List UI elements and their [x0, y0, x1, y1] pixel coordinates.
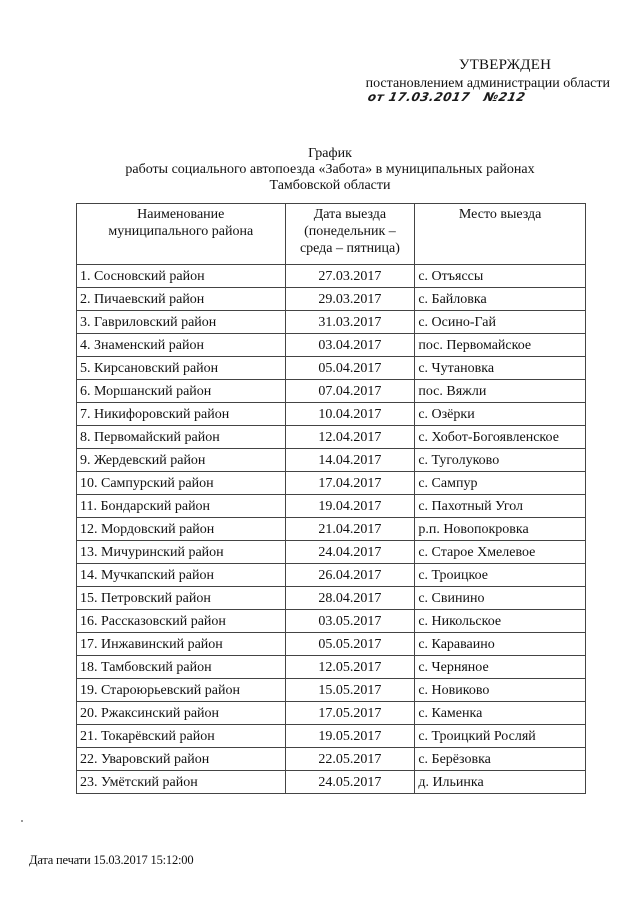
district-cell: 19. Староюрьевский район: [77, 679, 286, 702]
place-cell: с. Хобот-Богоявленское: [415, 426, 586, 449]
date-cell: 10.04.2017: [285, 403, 415, 426]
table-row: [77, 587, 586, 610]
date-cell: 24.04.2017: [285, 541, 415, 564]
place-cell: с. Отъяссы: [415, 265, 586, 288]
district-cell: 14. Мучкапский район: [77, 564, 286, 587]
date-cell: 12.04.2017: [285, 426, 415, 449]
district-cell: 15. Петровский район: [77, 587, 286, 610]
district-cell: 13. Мичуринский район: [77, 541, 286, 564]
table-row: [77, 748, 586, 771]
place-cell: с. Старое Хмелевое: [415, 541, 586, 564]
header-place: Место выезда: [415, 204, 586, 265]
date-cell: 19.05.2017: [285, 725, 415, 748]
place-cell: р.п. Новопокровка: [415, 518, 586, 541]
date-cell: 17.04.2017: [285, 472, 415, 495]
date-cell: 14.04.2017: [285, 449, 415, 472]
date-cell: 17.05.2017: [285, 702, 415, 725]
table-row: [77, 656, 586, 679]
table-row: [77, 725, 586, 748]
date-cell: 31.03.2017: [285, 311, 415, 334]
place-cell: с. Чутановка: [415, 357, 586, 380]
table-row: [77, 311, 586, 334]
district-cell: 1. Сосновский район: [77, 265, 286, 288]
title-line-3: Тамбовской области: [269, 178, 391, 193]
handwritten-number: №212: [482, 90, 527, 104]
table-row: [77, 679, 586, 702]
table-row: [77, 495, 586, 518]
place-cell: с. Караваино: [415, 633, 586, 656]
place-cell: пос. Первомайское: [415, 334, 586, 357]
place-cell: с. Каменка: [415, 702, 586, 725]
district-cell: 5. Кирсановский район: [77, 357, 286, 380]
title-line-2: работы социального автопоезда «Забота» в муниципальных районах: [125, 162, 535, 177]
approval-title: УТВЕРЖДЕН: [458, 57, 552, 73]
table-row: [77, 426, 586, 449]
place-cell: с. Сампур: [415, 472, 586, 495]
district-cell: 8. Первомайский район: [77, 426, 286, 449]
table-row: [77, 403, 586, 426]
place-cell: пос. Вяжли: [415, 380, 586, 403]
date-cell: 26.04.2017: [285, 564, 415, 587]
district-cell: 12. Мордовский район: [77, 518, 286, 541]
table-row: [77, 518, 586, 541]
scan-speck: [21, 820, 23, 822]
district-cell: 18. Тамбовский район: [77, 656, 286, 679]
table-row: [77, 564, 586, 587]
date-cell: 21.04.2017: [285, 518, 415, 541]
print-date: Дата печати 15.03.2017 15:12:00: [29, 853, 194, 867]
district-cell: 7. Никифоровский район: [77, 403, 286, 426]
date-cell: 05.04.2017: [285, 357, 415, 380]
place-cell: с. Никольское: [415, 610, 586, 633]
date-cell: 28.04.2017: [285, 587, 415, 610]
place-cell: д. Ильинка: [415, 771, 586, 794]
schedule-table: [76, 203, 586, 794]
district-cell: 22. Уваровский район: [77, 748, 286, 771]
date-cell: 27.03.2017: [285, 265, 415, 288]
district-cell: 3. Гавриловский район: [77, 311, 286, 334]
date-cell: 15.05.2017: [285, 679, 415, 702]
district-cell: 16. Рассказовский район: [77, 610, 286, 633]
place-cell: с. Свинино: [415, 587, 586, 610]
document-title: [0, 146, 640, 194]
table-header-row: [77, 204, 586, 265]
district-cell: 2. Пичаевский район: [77, 288, 286, 311]
table-row: [77, 702, 586, 725]
table-row: [77, 449, 586, 472]
district-cell: 4. Знаменский район: [77, 334, 286, 357]
place-cell: с. Озёрки: [415, 403, 586, 426]
date-cell: 03.04.2017: [285, 334, 415, 357]
table-row: [77, 633, 586, 656]
district-cell: 9. Жердевский район: [77, 449, 286, 472]
place-cell: с. Троицкое: [415, 564, 586, 587]
district-cell: 17. Инжавинский район: [77, 633, 286, 656]
approval-line: постановлением администрации области: [365, 76, 610, 91]
district-cell: 10. Сампурский район: [77, 472, 286, 495]
date-cell: 22.05.2017: [285, 748, 415, 771]
table-row: [77, 610, 586, 633]
approval-stamp: [300, 57, 610, 92]
place-cell: с. Берёзовка: [415, 748, 586, 771]
table-row: [77, 541, 586, 564]
date-cell: 05.05.2017: [285, 633, 415, 656]
place-cell: с. Осино-Гай: [415, 311, 586, 334]
table-row: [77, 288, 586, 311]
place-cell: с. Новиково: [415, 679, 586, 702]
date-cell: 03.05.2017: [285, 610, 415, 633]
district-cell: 20. Ржаксинский район: [77, 702, 286, 725]
place-cell: с. Черняное: [415, 656, 586, 679]
date-cell: 29.03.2017: [285, 288, 415, 311]
date-cell: 07.04.2017: [285, 380, 415, 403]
handwritten-signature-date: [367, 90, 541, 104]
district-cell: 23. Умётский район: [77, 771, 286, 794]
table-row: [77, 771, 586, 794]
table-row: [77, 334, 586, 357]
place-cell: с. Троицкий Росляй: [415, 725, 586, 748]
table-row: [77, 265, 586, 288]
header-district: Наименование муниципального района: [77, 204, 286, 265]
place-cell: с. Байловка: [415, 288, 586, 311]
table-row: [77, 357, 586, 380]
district-cell: 21. Токарёвский район: [77, 725, 286, 748]
place-cell: с. Туголуково: [415, 449, 586, 472]
title-line-1: График: [308, 146, 352, 161]
place-cell: с. Пахотный Угол: [415, 495, 586, 518]
handwritten-date: от 17.03.2017: [366, 90, 472, 104]
district-cell: 6. Моршанский район: [77, 380, 286, 403]
date-cell: 12.05.2017: [285, 656, 415, 679]
district-cell: 11. Бондарский район: [77, 495, 286, 518]
header-date: Дата выезда (понедельник – среда – пятница): [285, 204, 415, 265]
table-row: [77, 380, 586, 403]
table-row: [77, 472, 586, 495]
date-cell: 24.05.2017: [285, 771, 415, 794]
date-cell: 19.04.2017: [285, 495, 415, 518]
